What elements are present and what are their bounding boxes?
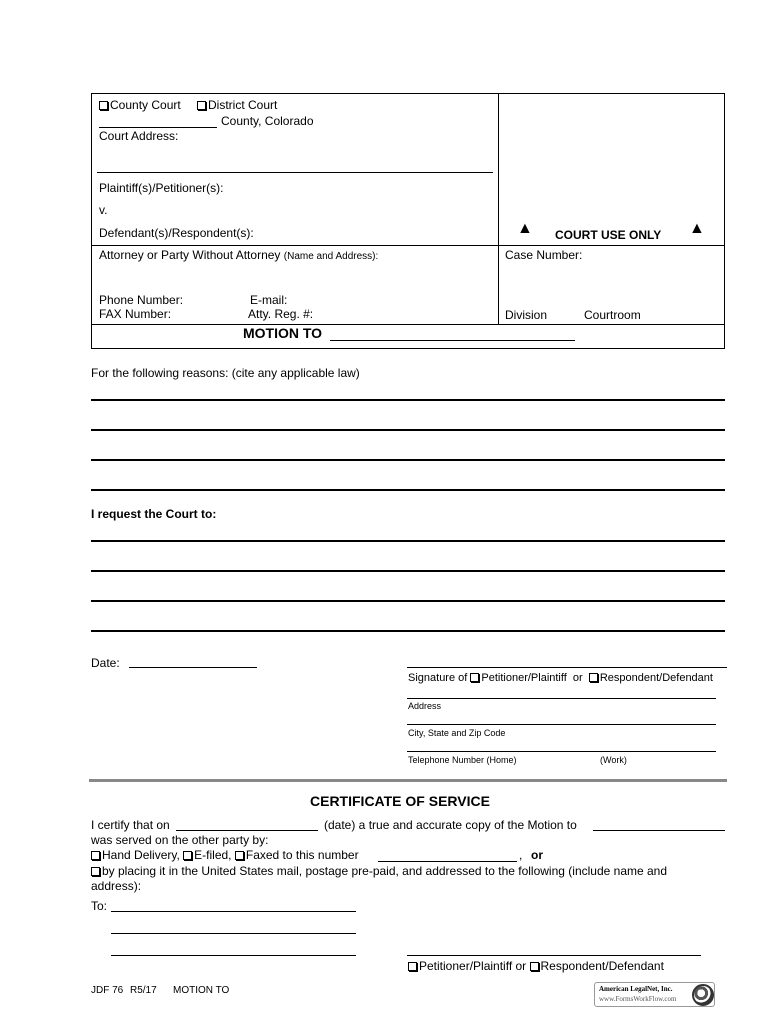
courtroom-label: Courtroom <box>584 308 641 322</box>
logo-line-2: www.FormsWorkFlow.com <box>599 995 677 1003</box>
faxed-checkbox[interactable] <box>235 851 244 860</box>
district-court-checkbox[interactable] <box>197 101 206 110</box>
address-field[interactable] <box>407 698 716 699</box>
mail-text: by placing it in the United States mail, postage pre-paid, and addressed to the following (include name and <box>102 864 668 878</box>
petitioner-plaintiff-label: Petitioner/Plaintiff <box>481 672 567 684</box>
district-court-option[interactable] <box>197 98 277 112</box>
reasons-line-4[interactable] <box>91 489 725 491</box>
cert-petitioner-checkbox[interactable] <box>408 962 417 971</box>
defendant-label: Defendant(s)/Respondent(s): <box>99 226 254 240</box>
telephone-home-label: Telephone Number (Home) <box>408 755 517 765</box>
case-number-label: Case Number: <box>505 248 583 262</box>
respondent-defendant-label: Respondent/Defendant <box>599 672 713 684</box>
certify-on-label: I certify that on <box>91 818 170 832</box>
caption-divider <box>498 93 499 324</box>
reasons-line-1[interactable] <box>91 399 725 401</box>
fax-number-label: FAX Number: <box>99 307 172 321</box>
court-address-field[interactable] <box>97 172 493 173</box>
served-on-label: was served on the other party by: <box>91 833 269 847</box>
motion-row-separator <box>91 324 725 325</box>
court-use-only-label: COURT USE ONLY <box>555 228 662 242</box>
county-court-option[interactable] <box>99 98 181 112</box>
county-name-field[interactable] <box>99 127 217 128</box>
faxed-label: Faxed to this number <box>245 848 359 862</box>
date-field[interactable] <box>129 667 257 668</box>
certificate-party-row <box>408 959 664 973</box>
form-id: JDF 76 <box>91 985 124 996</box>
or-label: or <box>572 672 583 684</box>
reasons-label: For the following reasons: (cite any applicable law) <box>91 366 360 380</box>
county-court-label: County Court <box>110 98 181 112</box>
cert-respondent-checkbox[interactable] <box>530 962 539 971</box>
mail-checkbox[interactable] <box>91 867 100 876</box>
respondent-defendant-checkbox[interactable] <box>589 673 598 682</box>
address-label: Address <box>408 701 442 711</box>
logo-line-1: American LegalNet, Inc. <box>599 985 673 993</box>
triangle-left-icon: ▲ <box>517 220 533 237</box>
division-label: Division <box>505 308 548 322</box>
atty-reg-label: Atty. Reg. #: <box>248 307 314 321</box>
certify-date-field[interactable] <box>176 830 318 831</box>
efiled-label: E-filed, <box>194 848 232 862</box>
request-line-4[interactable] <box>91 630 725 632</box>
hand-delivery-label: Hand Delivery, <box>102 848 180 862</box>
motion-title-field[interactable] <box>330 340 575 341</box>
request-line-3[interactable] <box>91 600 725 602</box>
signature-line-caption <box>408 672 713 684</box>
to-line-2[interactable] <box>111 933 356 934</box>
request-line-2[interactable] <box>91 570 725 572</box>
certificate-divider <box>89 779 727 782</box>
city-state-zip-label: City, State and Zip Code <box>408 728 506 738</box>
fax-comma: , <box>519 848 523 862</box>
legalnet-logo-icon <box>692 984 714 1006</box>
form-revision: R5/17 <box>130 985 157 996</box>
attorney-label <box>99 248 378 262</box>
attorney-label-sub: (Name and Address): <box>283 251 379 262</box>
to-label: To: <box>91 899 108 913</box>
telephone-work-label: (Work) <box>600 755 627 765</box>
triangle-right-icon: ▲ <box>689 220 705 237</box>
certificate-signature-field[interactable] <box>407 955 701 956</box>
district-court-label: District Court <box>208 98 278 112</box>
county-court-checkbox[interactable] <box>99 101 108 110</box>
signature-label: Signature of <box>408 672 468 684</box>
email-label: E-mail: <box>250 293 288 307</box>
request-label: I request the Court to: <box>91 507 217 521</box>
county-colorado-label: County, Colorado <box>221 114 314 128</box>
to-line-1[interactable] <box>111 911 356 912</box>
service-method-row <box>91 848 359 862</box>
city-state-zip-field[interactable] <box>407 724 716 725</box>
form-name: MOTION TO <box>173 985 230 996</box>
date-label: Date: <box>91 656 120 670</box>
efiled-checkbox[interactable] <box>183 851 192 860</box>
court-address-label: Court Address: <box>99 129 179 143</box>
reasons-line-2[interactable] <box>91 429 725 431</box>
reasons-line-3[interactable] <box>91 459 725 461</box>
motion-title: MOTION TO <box>243 325 323 341</box>
caption-row-separator <box>91 245 725 246</box>
attorney-label-text: Attorney or Party Without Attorney <box>99 248 281 262</box>
plaintiff-label: Plaintiff(s)/Petitioner(s): <box>99 181 224 195</box>
mail-option <box>91 864 727 878</box>
signature-field[interactable] <box>407 667 727 668</box>
request-line-1[interactable] <box>91 540 725 542</box>
petitioner-plaintiff-checkbox[interactable] <box>470 673 479 682</box>
mail-text-continued: address): <box>91 879 142 893</box>
fax-number-field[interactable] <box>378 861 517 862</box>
fax-or-label: or <box>531 848 543 862</box>
certificate-title: CERTIFICATE OF SERVICE <box>310 793 490 809</box>
phone-number-label: Phone Number: <box>99 293 184 307</box>
telephone-field[interactable] <box>407 751 716 752</box>
cert-petitioner-label: Petitioner/Plaintiff or <box>419 959 527 973</box>
date-true-copy-label: (date) a true and accurate copy of the Motion to <box>324 818 577 832</box>
versus-label: v. <box>99 203 108 217</box>
to-line-3[interactable] <box>111 955 356 956</box>
cert-respondent-label: Respondent/Defendant <box>540 959 664 973</box>
hand-delivery-checkbox[interactable] <box>91 851 100 860</box>
certify-motion-field[interactable] <box>593 830 725 831</box>
